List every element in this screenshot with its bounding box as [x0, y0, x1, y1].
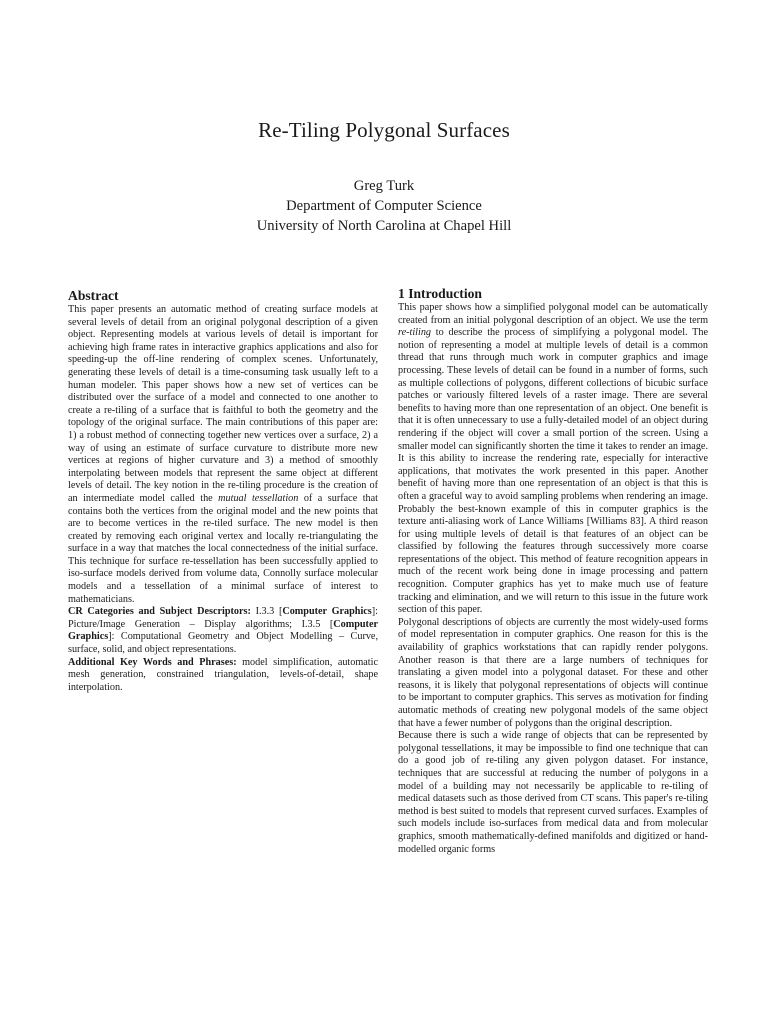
abstract-text-part-2: of a surface that contains both the vertices from the original model and the new points that are to become vertices in the re-tiled surface. The new model is then created by removing each original vertex and locally re-triangulating the surface in a way that matches the local connectedness of the initial surface. This technique for surface re-tessellation has been successfully applied to iso-surface models derived from volume data, Connolly surface molecular models and a tessellation of a minimal surface of interest to mathematicians.: [68, 492, 378, 605]
right-column: [398, 283, 708, 856]
intro-p1-term: re-tiling: [398, 327, 432, 339]
intro-p1-part-b: to describe the process of simplifying a polygonal model. The notion of representing a model at multiple levels of detail is a common thread that runs through much work in computer graphics and image processing. These levels of detail can be found in a number of forms, such as multiple collections of polygons, different collections of bicubic surface patches or variously filtered levels of a raster image. There are several benefits to having more than one representation of an object. One benefit is that it is often unnecessary to use a fully-detailed model of an object during rendering if the object will cover a small portion of the screen. Using a smaller model can significantly shorten the time it takes to render an image. It is this ability to increase the rendering rate, especially for interactive applications, that motivates the work presented in this paper. Another benefit of having more than one representation of an object is that this is often a graceful way to avoid sampling problems when rendering an image. Probably the best-known example of this in computer graphics is the texture anti-aliasing work of Lance Williams [Williams 83]. A third reason for using multiple levels of detail is that features of an object can be classified by following the features through successively more coarse representations of the object. This method of feature recognition appears in much of the recent work being done in image processing and pattern recognition. Computer graphics has yet to make much use of feature tracking and elimination, and we will return to this issue in the future work section of this paper.: [398, 327, 708, 616]
author-name: Greg Turk: [353, 178, 415, 194]
introduction-heading: 1 Introduction: [398, 286, 482, 301]
abstract-text: [68, 304, 378, 606]
keywords: [68, 657, 378, 695]
cr-bold-2: Computer Graphics: [68, 618, 378, 643]
cr-text-2: ]: Picture/Image Generation – Display algorithms; I.3.5 [: [68, 606, 378, 630]
intro-paragraph-2: Polygonal descriptions of objects are currently the most widely-used forms of model representation in computer graphics. One reason for this is the availability of graphics workstations that can rapidly render polygons. Another reason is that there are a large numbers of techniques for translating a given model into a polygonal dataset. For these and other reasons, it is likely that polygonal representations of objects will continue to be important to computer graphics. This serves as motivation for finding automatic methods of creating new polygonal models of the same object that have a fewer number of polygons than the original description.: [398, 616, 708, 729]
abstract-text-part-1: This paper presents an automatic method of creating surface models at several levels of detail from an original polygonal description of a given object. Representing models at various levels of detail is important for achieving high frame rates in interactive graphics applications and also for speeding-up the off-line rendering of complex scenes. Unfortunately, generating these levels of detail is a time-consuming task usually left to a human modeler. This paper shows how a new set of vertices can be distributed over the surface of a model and connected to one another to create a re-tiling of a surface that is faithful to both the geometry and the topology of the original surface. The main contributions of this paper are: 1) a robust method of connecting together new vertices over a surface, 2) a way of using an estimate of surface curvature to distribute more new vertices at regions of higher curvature and 3) a method of smoothly interpolating between models that represent the same object at different levels of detail. The key notion in the re-tiling procedure is the creation of an intermediate model called the: [68, 304, 378, 504]
intro-paragraph-1: [398, 302, 708, 617]
abstract-heading: Abstract: [68, 288, 119, 303]
cr-bold-1: Computer Graphics: [282, 606, 372, 618]
author-block: [0, 176, 768, 236]
cr-text-3: ]: Computational Geometry and Object Modelling – Curve, surface, solid, and object representations.: [68, 631, 378, 656]
keywords-label: Additional Key Words and Phrases:: [68, 656, 237, 668]
left-column: [68, 283, 378, 694]
paper-title: Re-Tiling Polygonal Surfaces: [258, 118, 510, 142]
intro-p1-part-a: This paper shows how a simplified polygonal model can be automatically created from an initial polygonal description of an object. We use the term: [398, 302, 708, 326]
intro-paragraph-3: Because there is such a wide range of objects that can be represented by polygonal tessellations, it may be impossible to find one technique that can do a good job of re-tiling any given polygon dataset. For instance, techniques that are successful at reducing the number of polygons in a model of a building may not necessarily be applicable to re-tiling of medical datasets such as those derived from CT scans. This paper's re-tiling method is best suited to models that represent curved surfaces. Examples of such models include iso-surfaces from medical data and from molecular graphics, smooth mathematically-defined manifolds and digitized or hand-modelled organic forms: [398, 730, 708, 855]
cr-text-1: I.3.3 [: [250, 606, 283, 618]
cr-categories-label: CR Categories and Subject Descriptors:: [68, 606, 251, 618]
author-university: University of North Carolina at Chapel Hill: [256, 218, 512, 234]
cr-categories: [68, 606, 378, 656]
abstract-term: mutual tessellation: [218, 492, 299, 504]
author-department: Department of Computer Science: [286, 198, 482, 214]
keywords-text: model simplification, automatic mesh generation, constrained triangulation, levels-of-detail, shape interpolation.: [68, 656, 378, 693]
